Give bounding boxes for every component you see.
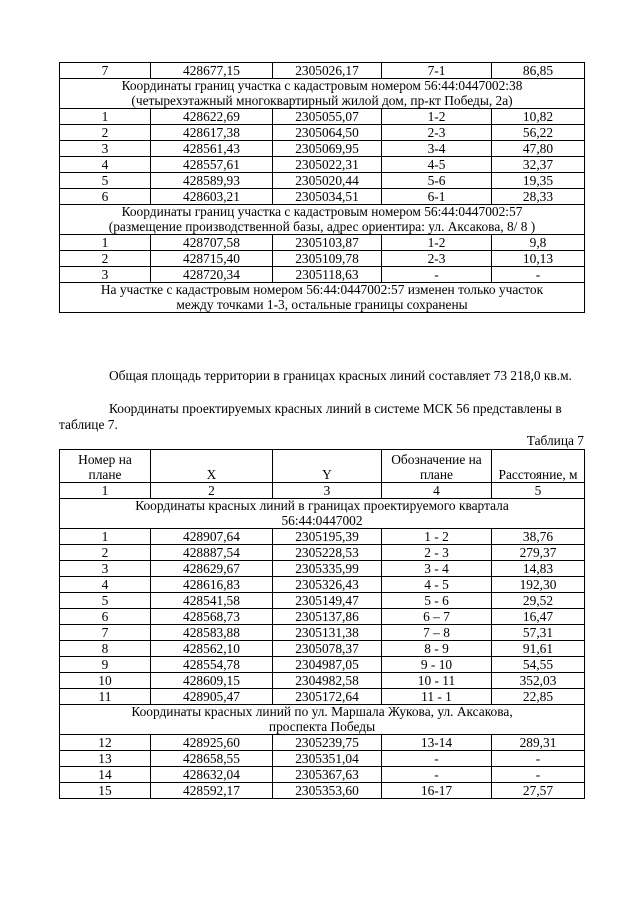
table-row bbox=[60, 267, 585, 283]
section-title: Координаты красных линий по ул. Маршала Жукова, ул. Аксакова, проспекта Победы bbox=[60, 705, 585, 735]
distance-cell: - bbox=[492, 767, 585, 783]
x-coordinate-cell: 428592,17 bbox=[151, 783, 273, 799]
y-coordinate-cell: 2305239,75 bbox=[273, 735, 382, 751]
x-coordinate-cell: 428715,40 bbox=[151, 251, 273, 267]
distance-cell: 10,82 bbox=[492, 109, 585, 125]
x-coordinate-cell: 428583,88 bbox=[151, 625, 273, 641]
table-row bbox=[60, 141, 585, 157]
distance-cell: - bbox=[492, 751, 585, 767]
y-coordinate-cell: 2305367,63 bbox=[273, 767, 382, 783]
distance-cell: - bbox=[492, 267, 585, 283]
table-row bbox=[60, 641, 585, 657]
distance-cell: 47,80 bbox=[492, 141, 585, 157]
x-coordinate-cell: 428561,43 bbox=[151, 141, 273, 157]
designation-cell: 7 – 8 bbox=[382, 625, 492, 641]
designation-cell: 10 - 11 bbox=[382, 673, 492, 689]
distance-cell: 57,31 bbox=[492, 625, 585, 641]
plan-number-cell: 6 bbox=[60, 189, 151, 205]
table-reference-paragraph: Координаты проектируемых красных линий в системе МСК 56 представлены в таблице 7. bbox=[59, 401, 562, 432]
y-coordinate-cell: 2305351,04 bbox=[273, 751, 382, 767]
table-row bbox=[60, 593, 585, 609]
designation-cell: 9 - 10 bbox=[382, 657, 492, 673]
plan-number-cell: 4 bbox=[60, 577, 151, 593]
distance-cell: 289,31 bbox=[492, 735, 585, 751]
section-title-row bbox=[60, 205, 585, 235]
plan-number-cell: 2 bbox=[60, 251, 151, 267]
x-coordinate-cell: 428622,69 bbox=[151, 109, 273, 125]
designation-cell: 7-1 bbox=[382, 63, 492, 79]
designation-cell: 3-4 bbox=[382, 141, 492, 157]
x-coordinate-cell: 428658,55 bbox=[151, 751, 273, 767]
x-coordinate-cell: 428616,83 bbox=[151, 577, 273, 593]
x-coordinate-cell: 428609,15 bbox=[151, 673, 273, 689]
x-coordinate-cell: 428905,47 bbox=[151, 689, 273, 705]
plan-number-cell: 3 bbox=[60, 141, 151, 157]
area-paragraph: Общая площадь территории в границах красных линий составляет 73 218,0 кв.м. bbox=[109, 368, 572, 383]
x-coordinate-cell: 428907,64 bbox=[151, 529, 273, 545]
table-row bbox=[60, 751, 585, 767]
designation-cell: 1 - 2 bbox=[382, 529, 492, 545]
designation-cell: 2 - 3 bbox=[382, 545, 492, 561]
y-coordinate-cell: 2305172,64 bbox=[273, 689, 382, 705]
table-row bbox=[60, 625, 585, 641]
distance-cell: 27,57 bbox=[492, 783, 585, 799]
plan-number-cell: 9 bbox=[60, 657, 151, 673]
x-coordinate-cell: 428707,58 bbox=[151, 235, 273, 251]
distance-cell: 5 bbox=[492, 483, 585, 499]
column-number-row bbox=[60, 483, 585, 499]
section-title: Координаты границ участка с кадастровым номером 56:44:0447002:38 (четырехэтажный многоквартирный жилой дом, пр-кт Победы, 2а) bbox=[60, 79, 585, 109]
x-coordinate-cell: 428617,38 bbox=[151, 125, 273, 141]
distance-cell: 14,83 bbox=[492, 561, 585, 577]
distance-cell: 192,30 bbox=[492, 577, 585, 593]
distance-cell: 38,76 bbox=[492, 529, 585, 545]
x-coordinate-cell: 428677,15 bbox=[151, 63, 273, 79]
designation-cell: 5-6 bbox=[382, 173, 492, 189]
y-coordinate-cell: 2305078,37 bbox=[273, 641, 382, 657]
table-row bbox=[60, 173, 585, 189]
section-title: Координаты красных линий в границах проектируемого квартала 56:44:0447002 bbox=[60, 499, 585, 529]
x-coordinate-cell: 428562,10 bbox=[151, 641, 273, 657]
designation-cell: 16-17 bbox=[382, 783, 492, 799]
y-coordinate-cell: 2305137,86 bbox=[273, 609, 382, 625]
note-cell: На участке с кадастровым номером 56:44:0447002:57 изменен только участок между точками 1-3, остальные границы сохранены bbox=[60, 283, 585, 313]
plan-number-cell: 7 bbox=[60, 63, 151, 79]
plan-number-cell: 5 bbox=[60, 173, 151, 189]
plan-number-cell: 1 bbox=[60, 109, 151, 125]
plan-number-cell: 1 bbox=[60, 529, 151, 545]
y-coordinate-cell: 2305335,99 bbox=[273, 561, 382, 577]
designation-cell: 4 - 5 bbox=[382, 577, 492, 593]
table-row bbox=[60, 561, 585, 577]
designation-cell: 1-2 bbox=[382, 109, 492, 125]
table-row bbox=[60, 735, 585, 751]
designation-cell: 1-2 bbox=[382, 235, 492, 251]
plan-number-cell: 3 bbox=[60, 561, 151, 577]
table-row bbox=[60, 657, 585, 673]
header-designation: Обозначение на плане bbox=[382, 450, 492, 483]
y-coordinate-cell: 2305228,53 bbox=[273, 545, 382, 561]
table-row bbox=[60, 545, 585, 561]
plan-number-cell: 8 bbox=[60, 641, 151, 657]
table-row bbox=[60, 783, 585, 799]
distance-cell: 28,33 bbox=[492, 189, 585, 205]
header-distance: Расстояние, м bbox=[492, 450, 585, 483]
plan-number-cell: 2 bbox=[60, 545, 151, 561]
x-coordinate-cell: 2 bbox=[151, 483, 273, 499]
plan-number-cell: 3 bbox=[60, 267, 151, 283]
plan-number-cell: 7 bbox=[60, 625, 151, 641]
plan-number-cell: 1 bbox=[60, 483, 151, 499]
y-coordinate-cell: 2305149,47 bbox=[273, 593, 382, 609]
section-title: Координаты границ участка с кадастровым номером 56:44:0447002:57 (размещение производственной базы, адрес ориентира: ул. Аксакова, 8/ 8 ) bbox=[60, 205, 585, 235]
x-coordinate-cell: 428925,60 bbox=[151, 735, 273, 751]
x-coordinate-cell: 428629,67 bbox=[151, 561, 273, 577]
designation-cell: 6-1 bbox=[382, 189, 492, 205]
distance-cell: 9,8 bbox=[492, 235, 585, 251]
y-coordinate-cell: 2305064,50 bbox=[273, 125, 382, 141]
y-coordinate-cell: 2305109,78 bbox=[273, 251, 382, 267]
plan-number-cell: 2 bbox=[60, 125, 151, 141]
plan-number-cell: 15 bbox=[60, 783, 151, 799]
distance-cell: 56,22 bbox=[492, 125, 585, 141]
designation-cell: 8 - 9 bbox=[382, 641, 492, 657]
y-coordinate-cell: 2305353,60 bbox=[273, 783, 382, 799]
distance-cell: 91,61 bbox=[492, 641, 585, 657]
designation-cell: - bbox=[382, 751, 492, 767]
x-coordinate-cell: 428554,78 bbox=[151, 657, 273, 673]
distance-cell: 54,55 bbox=[492, 657, 585, 673]
designation-cell: - bbox=[382, 267, 492, 283]
distance-cell: 352,03 bbox=[492, 673, 585, 689]
table-row bbox=[60, 689, 585, 705]
y-coordinate-cell: 2304987,05 bbox=[273, 657, 382, 673]
y-coordinate-cell: 2305034,51 bbox=[273, 189, 382, 205]
red-lines-coordinates-table bbox=[59, 449, 585, 799]
distance-cell: 16,47 bbox=[492, 609, 585, 625]
y-coordinate-cell: 2305131,38 bbox=[273, 625, 382, 641]
designation-cell: 3 - 4 bbox=[382, 561, 492, 577]
table-row bbox=[60, 235, 585, 251]
note-row bbox=[60, 283, 585, 313]
header-y: Y bbox=[273, 450, 382, 483]
y-coordinate-cell: 2304982,58 bbox=[273, 673, 382, 689]
y-coordinate-cell: 2305326,43 bbox=[273, 577, 382, 593]
section-title-row bbox=[60, 499, 585, 529]
y-coordinate-cell: 2305055,07 bbox=[273, 109, 382, 125]
plan-number-cell: 10 bbox=[60, 673, 151, 689]
plan-number-cell: 12 bbox=[60, 735, 151, 751]
y-coordinate-cell: 2305103,87 bbox=[273, 235, 382, 251]
designation-cell: 11 - 1 bbox=[382, 689, 492, 705]
table-row bbox=[60, 63, 585, 79]
distance-cell: 32,37 bbox=[492, 157, 585, 173]
table-row bbox=[60, 157, 585, 173]
designation-cell: 6 – 7 bbox=[382, 609, 492, 625]
boundary-coordinates-table bbox=[59, 62, 585, 313]
section-title-row bbox=[60, 705, 585, 735]
designation-cell: 4 bbox=[382, 483, 492, 499]
header-x: X bbox=[151, 450, 273, 483]
header-row bbox=[60, 450, 585, 483]
distance-cell: 22,85 bbox=[492, 689, 585, 705]
x-coordinate-cell: 428720,34 bbox=[151, 267, 273, 283]
table-row bbox=[60, 609, 585, 625]
designation-cell: 4-5 bbox=[382, 157, 492, 173]
y-coordinate-cell: 2305195,39 bbox=[273, 529, 382, 545]
plan-number-cell: 1 bbox=[60, 235, 151, 251]
y-coordinate-cell: 2305118,63 bbox=[273, 267, 382, 283]
table-row bbox=[60, 673, 585, 689]
designation-cell: 2-3 bbox=[382, 251, 492, 267]
x-coordinate-cell: 428603,21 bbox=[151, 189, 273, 205]
plan-number-cell: 4 bbox=[60, 157, 151, 173]
distance-cell: 10,13 bbox=[492, 251, 585, 267]
table-row bbox=[60, 251, 585, 267]
table-row bbox=[60, 125, 585, 141]
distance-cell: 19,35 bbox=[492, 173, 585, 189]
plan-number-cell: 6 bbox=[60, 609, 151, 625]
distance-cell: 86,85 bbox=[492, 63, 585, 79]
section-title-row bbox=[60, 79, 585, 109]
table-row bbox=[60, 109, 585, 125]
x-coordinate-cell: 428589,93 bbox=[151, 173, 273, 189]
table-row bbox=[60, 189, 585, 205]
designation-cell: 2-3 bbox=[382, 125, 492, 141]
x-coordinate-cell: 428557,61 bbox=[151, 157, 273, 173]
table-row bbox=[60, 577, 585, 593]
table-caption: Таблица 7 bbox=[526, 433, 584, 448]
y-coordinate-cell: 2305020,44 bbox=[273, 173, 382, 189]
plan-number-cell: 13 bbox=[60, 751, 151, 767]
plan-number-cell: 14 bbox=[60, 767, 151, 783]
x-coordinate-cell: 428541,58 bbox=[151, 593, 273, 609]
designation-cell: 13-14 bbox=[382, 735, 492, 751]
header-plan-number: Номер на плане bbox=[60, 450, 151, 483]
y-coordinate-cell: 2305022,31 bbox=[273, 157, 382, 173]
x-coordinate-cell: 428632,04 bbox=[151, 767, 273, 783]
y-coordinate-cell: 3 bbox=[273, 483, 382, 499]
x-coordinate-cell: 428887,54 bbox=[151, 545, 273, 561]
designation-cell: 5 - 6 bbox=[382, 593, 492, 609]
table-row bbox=[60, 529, 585, 545]
designation-cell: - bbox=[382, 767, 492, 783]
plan-number-cell: 5 bbox=[60, 593, 151, 609]
x-coordinate-cell: 428568,73 bbox=[151, 609, 273, 625]
distance-cell: 29,52 bbox=[492, 593, 585, 609]
table-row bbox=[60, 767, 585, 783]
y-coordinate-cell: 2305069,95 bbox=[273, 141, 382, 157]
y-coordinate-cell: 2305026,17 bbox=[273, 63, 382, 79]
plan-number-cell: 11 bbox=[60, 689, 151, 705]
distance-cell: 279,37 bbox=[492, 545, 585, 561]
